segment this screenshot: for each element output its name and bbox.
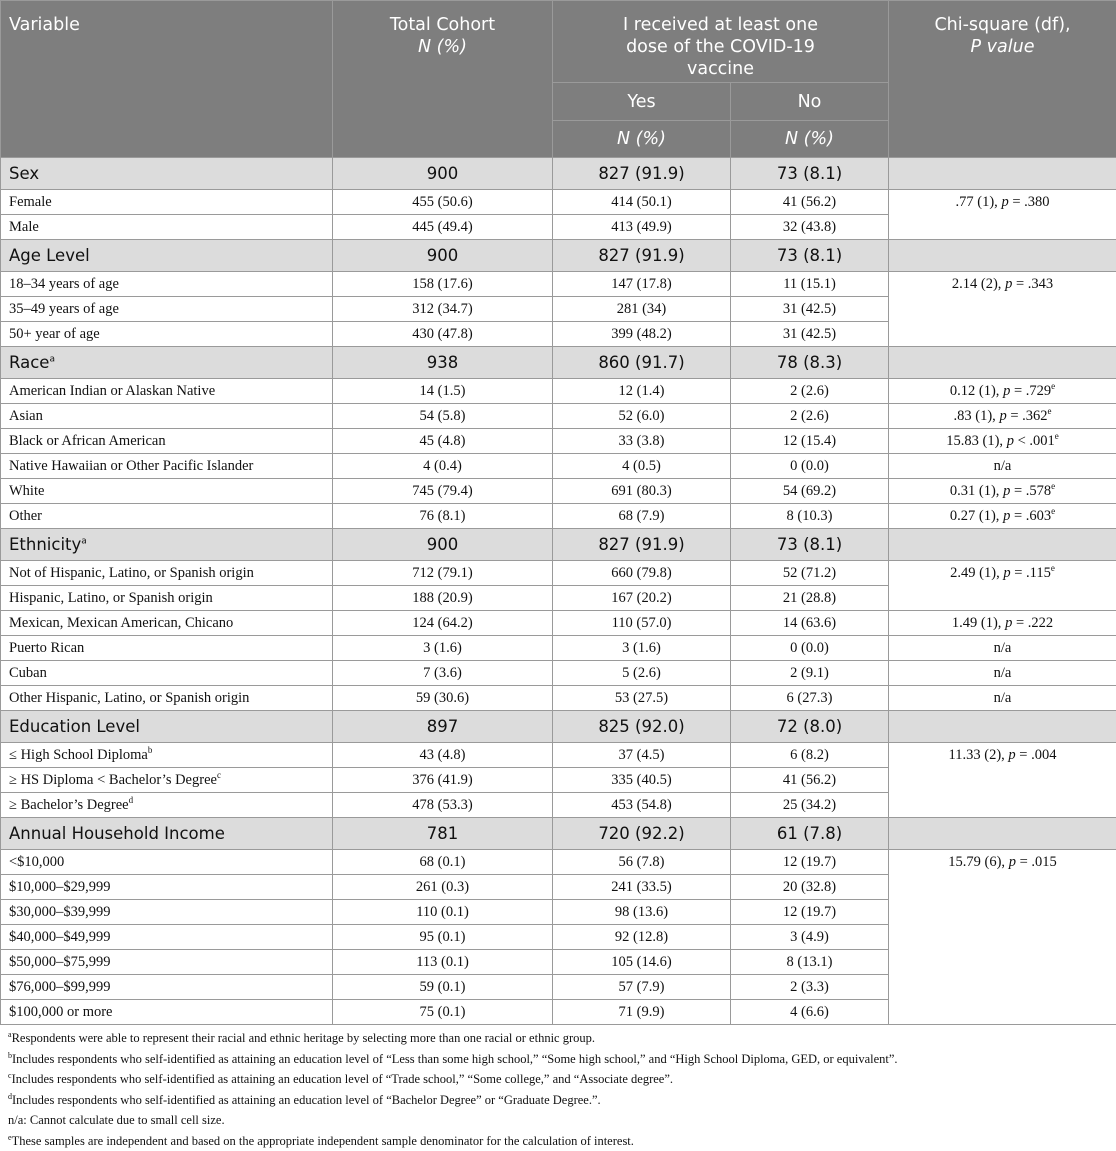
section-label-text: Race [9,353,49,372]
row-label [1,793,333,818]
table-row [1,404,1116,429]
row-label [1,850,333,875]
table-row [1,611,1116,636]
section-label [1,529,333,561]
footnote-mark: e [1051,381,1055,391]
row-label-text: White [9,483,44,499]
section-no: 73 (8.1) [731,529,889,561]
row-label-text: ≥ Bachelor’s Degree [9,797,129,813]
row-no: 2 (9.1) [731,661,889,686]
row-label-text: Other [9,508,42,524]
section-label-text: Education Level [9,717,140,736]
section-stat-empty [889,529,1116,561]
row-no: 12 (15.4) [731,429,889,454]
footnote-mark: d [8,1091,12,1100]
stat-text: 0.31 (1), p = .578 [950,483,1051,499]
row-yes: 57 (7.9) [553,975,731,1000]
row-label [1,297,333,322]
footnote-mark: e [8,1132,12,1141]
row-no: 32 (43.8) [731,215,889,240]
row-yes: 5 (2.6) [553,661,731,686]
row-no: 2 (3.3) [731,975,889,1000]
footnote-mark: a [8,1030,12,1039]
row-stat [889,686,1116,711]
section-no: 72 (8.0) [731,711,889,743]
row-no: 14 (63.6) [731,611,889,636]
row-total: 43 (4.8) [333,743,553,768]
row-no: 2 (2.6) [731,404,889,429]
row-total: 14 (1.5) [333,379,553,404]
stat-text: 0.27 (1), p = .603 [950,508,1051,524]
row-label [1,1000,333,1025]
row-label [1,379,333,404]
header-yes-unit: N (%) [553,121,731,158]
table-row [1,850,1116,875]
row-total: 158 (17.6) [333,272,553,297]
table-body [1,158,1116,1025]
section-label [1,158,333,190]
row-yes: 281 (34) [553,297,731,322]
row-stat [889,379,1116,404]
row-yes: 241 (33.5) [553,875,731,900]
row-label-text: Cuban [9,665,47,681]
row-label [1,900,333,925]
section-yes: 825 (92.0) [553,711,731,743]
row-yes: 413 (49.9) [553,215,731,240]
section-header-row [1,347,1116,379]
row-total: 95 (0.1) [333,925,553,950]
stat-text: 15.79 (6), p = .015 [948,854,1056,870]
row-label-text: American Indian or Alaskan Native [9,383,215,399]
section-no: 73 (8.1) [731,240,889,272]
stat-text: n/a [994,458,1012,474]
row-yes: 3 (1.6) [553,636,731,661]
row-yes: 167 (20.2) [553,586,731,611]
stat-text: 11.33 (2), p = .004 [949,747,1057,763]
footnote-mark: e [1051,563,1055,573]
footnote-text: Includes respondents who self-identified as attaining an education level of “Bachelor Degree” or “Graduate Degree.”. [12,1093,601,1107]
row-label-text: $40,000–$49,999 [9,929,111,945]
row-label-text: Puerto Rican [9,640,84,656]
row-stat [889,404,1116,429]
section-no: 78 (8.3) [731,347,889,379]
section-total: 900 [333,158,553,190]
section-no: 61 (7.8) [731,818,889,850]
section-total: 781 [333,818,553,850]
header-total-cohort: Total Cohort N (%) [333,1,553,158]
row-stat [889,561,1116,611]
stat-text: 1.49 (1), p = .222 [952,615,1053,631]
table-row [1,479,1116,504]
table-row [1,686,1116,711]
row-stat [889,850,1116,1025]
row-label-text: Not of Hispanic, Latino, or Spanish origin [9,565,254,581]
row-yes: 660 (79.8) [553,561,731,586]
section-header-row [1,240,1116,272]
row-label-text: $10,000–$29,999 [9,879,111,895]
section-label-text: Annual Household Income [9,824,225,843]
row-stat [889,272,1116,347]
row-no: 8 (10.3) [731,504,889,529]
row-stat [889,454,1116,479]
row-label [1,611,333,636]
table-row [1,190,1116,215]
section-header-row [1,158,1116,190]
row-label [1,504,333,529]
row-no: 6 (8.2) [731,743,889,768]
section-yes: 720 (92.2) [553,818,731,850]
row-total: 376 (41.9) [333,768,553,793]
section-total: 900 [333,529,553,561]
footnote-mark: c [8,1071,12,1080]
row-label [1,925,333,950]
section-header-row [1,529,1116,561]
section-yes: 827 (91.9) [553,158,731,190]
table-row [1,454,1116,479]
row-yes: 453 (54.8) [553,793,731,818]
row-label-text: 35–49 years of age [9,301,119,317]
table-row [1,272,1116,297]
row-total: 430 (47.8) [333,322,553,347]
row-total: 188 (20.9) [333,586,553,611]
stat-text: 0.12 (1), p = .729 [950,383,1051,399]
row-no: 4 (6.6) [731,1000,889,1025]
row-yes: 147 (17.8) [553,272,731,297]
row-total: 261 (0.3) [333,875,553,900]
row-label-text: <$10,000 [9,854,64,870]
row-no: 25 (34.2) [731,793,889,818]
row-label [1,322,333,347]
row-label [1,950,333,975]
row-label-text: 50+ year of age [9,326,100,342]
footnote-text: These samples are independent and based on the appropriate independent sample denominator for the calculation of interest. [12,1134,634,1148]
row-label [1,768,333,793]
stat-text: 2.14 (2), p = .343 [952,276,1053,292]
section-header-row [1,711,1116,743]
row-no: 0 (0.0) [731,454,889,479]
row-stat [889,190,1116,240]
row-label-text: $76,000–$99,999 [9,979,111,995]
row-total: 445 (49.4) [333,215,553,240]
footnote-mark: b [148,745,153,755]
row-label [1,272,333,297]
table-header [1,1,1116,158]
section-yes: 827 (91.9) [553,529,731,561]
row-total: 3 (1.6) [333,636,553,661]
row-yes: 110 (57.0) [553,611,731,636]
stat-text: .83 (1), p = .362 [954,408,1048,424]
stat-text: 2.49 (1), p = .115 [950,565,1051,581]
footnote [8,1028,1108,1049]
row-label-text: $50,000–$75,999 [9,954,111,970]
footnote-mark: e [1051,506,1055,516]
row-total: 7 (3.6) [333,661,553,686]
stat-text: n/a [994,640,1012,656]
stat-text: 15.83 (1), p < .001 [946,433,1054,449]
row-no: 31 (42.5) [731,322,889,347]
row-label [1,479,333,504]
row-total: 59 (30.6) [333,686,553,711]
row-label-text: ≤ High School Diploma [9,747,148,763]
row-total: 712 (79.1) [333,561,553,586]
footnote-mark: e [1055,431,1059,441]
row-total: 124 (64.2) [333,611,553,636]
row-label [1,190,333,215]
row-yes: 4 (0.5) [553,454,731,479]
table-row [1,504,1116,529]
footnote [8,1131,1108,1151]
row-label-text: Asian [9,408,43,424]
section-label-text: Age Level [9,246,90,265]
row-label-text: Male [9,219,39,235]
row-yes: 71 (9.9) [553,1000,731,1025]
section-stat-empty [889,711,1116,743]
row-total: 113 (0.1) [333,950,553,975]
section-label [1,711,333,743]
section-total: 938 [333,347,553,379]
table-row [1,743,1116,768]
row-yes: 335 (40.5) [553,768,731,793]
row-label [1,875,333,900]
row-total: 312 (34.7) [333,297,553,322]
footnotes [8,1028,1108,1151]
row-stat [889,661,1116,686]
row-label [1,454,333,479]
section-yes: 827 (91.9) [553,240,731,272]
stat-text: .77 (1), p = .380 [956,194,1050,210]
row-yes: 53 (27.5) [553,686,731,711]
row-label [1,404,333,429]
row-no: 8 (13.1) [731,950,889,975]
table-row [1,636,1116,661]
row-total: 75 (0.1) [333,1000,553,1025]
row-no: 21 (28.8) [731,586,889,611]
row-label [1,743,333,768]
row-label-text: Other Hispanic, Latino, or Spanish origin [9,690,249,706]
row-stat [889,479,1116,504]
table-row [1,429,1116,454]
row-label [1,586,333,611]
stat-text: n/a [994,690,1012,706]
footnote [8,1110,1108,1131]
row-yes: 37 (4.5) [553,743,731,768]
row-label [1,636,333,661]
row-label-text: Native Hawaiian or Other Pacific Islander [9,458,253,474]
section-stat-empty [889,158,1116,190]
section-no: 73 (8.1) [731,158,889,190]
section-label-text: Ethnicity [9,535,81,554]
header-no-unit: N (%) [731,121,889,158]
row-total: 54 (5.8) [333,404,553,429]
footnote-mark: e [1051,481,1055,491]
row-stat [889,636,1116,661]
row-total: 76 (8.1) [333,504,553,529]
row-yes: 92 (12.8) [553,925,731,950]
row-label [1,561,333,586]
footnote-text: n/a: Cannot calculate due to small cell size. [8,1113,225,1127]
footnote-mark: a [81,537,87,547]
row-no: 12 (19.7) [731,850,889,875]
row-yes: 33 (3.8) [553,429,731,454]
row-total: 745 (79.4) [333,479,553,504]
row-label-text: 18–34 years of age [9,276,119,292]
section-label [1,818,333,850]
footnote-text: Includes respondents who self-identified as attaining an education level of “Less than some high school,” “Some high school,” and “High School Diploma, GED, or equivalent”. [12,1052,898,1066]
row-stat [889,429,1116,454]
footnote [8,1049,1108,1070]
header-variable: Variable [1,1,333,158]
stat-text: n/a [994,665,1012,681]
footnote [8,1069,1108,1090]
row-yes: 399 (48.2) [553,322,731,347]
header-yes: Yes [553,83,731,121]
footnote-mark: c [217,770,221,780]
row-no: 54 (69.2) [731,479,889,504]
row-yes: 52 (6.0) [553,404,731,429]
row-no: 11 (15.1) [731,272,889,297]
row-label [1,686,333,711]
row-no: 12 (19.7) [731,900,889,925]
section-yes: 860 (91.7) [553,347,731,379]
section-label [1,347,333,379]
row-yes: 105 (14.6) [553,950,731,975]
section-stat-empty [889,818,1116,850]
row-label [1,975,333,1000]
row-label-text: Mexican, Mexican American, Chicano [9,615,233,631]
row-label [1,215,333,240]
row-label-text: Black or African American [9,433,166,449]
row-label-text: $30,000–$39,999 [9,904,111,920]
row-no: 52 (71.2) [731,561,889,586]
section-stat-empty [889,240,1116,272]
row-label-text: ≥ HS Diploma < Bachelor’s Degree [9,772,217,788]
row-total: 45 (4.8) [333,429,553,454]
row-no: 6 (27.3) [731,686,889,711]
row-yes: 691 (80.3) [553,479,731,504]
row-no: 0 (0.0) [731,636,889,661]
row-label [1,661,333,686]
row-label-text: $100,000 or more [9,1004,113,1020]
section-label [1,240,333,272]
header-vaccine-question: I received at least one dose of the COVID-19 vaccine [553,1,889,83]
row-total: 68 (0.1) [333,850,553,875]
footnote-text: Respondents were able to represent their racial and ethnic heritage by selecting more than one racial or ethnic group. [12,1031,595,1045]
row-no: 3 (4.9) [731,925,889,950]
footnote-mark: b [8,1050,12,1059]
table-row [1,661,1116,686]
section-header-row [1,818,1116,850]
row-no: 41 (56.2) [731,190,889,215]
row-yes: 12 (1.4) [553,379,731,404]
section-label-text: Sex [9,164,39,183]
footnote-mark: e [1048,406,1052,416]
row-total: 455 (50.6) [333,190,553,215]
row-yes: 414 (50.1) [553,190,731,215]
row-total: 4 (0.4) [333,454,553,479]
footnote-mark: a [49,355,55,365]
footnote-mark: d [129,795,134,805]
row-total: 110 (0.1) [333,900,553,925]
row-no: 41 (56.2) [731,768,889,793]
row-label [1,429,333,454]
row-total: 478 (53.3) [333,793,553,818]
row-yes: 56 (7.8) [553,850,731,875]
header-chi-square: Chi-square (df), P value [889,1,1116,158]
row-total: 59 (0.1) [333,975,553,1000]
row-stat [889,504,1116,529]
row-yes: 68 (7.9) [553,504,731,529]
row-no: 31 (42.5) [731,297,889,322]
row-stat [889,743,1116,818]
table-row [1,561,1116,586]
row-no: 20 (32.8) [731,875,889,900]
section-total: 900 [333,240,553,272]
table-row [1,379,1116,404]
row-no: 2 (2.6) [731,379,889,404]
footnote [8,1090,1108,1111]
header-no: No [731,83,889,121]
section-stat-empty [889,347,1116,379]
footnote-text: Includes respondents who self-identified as attaining an education level of “Trade school,” “Some college,” and “Associate degree”. [12,1072,673,1086]
row-stat [889,611,1116,636]
row-yes: 98 (13.6) [553,900,731,925]
section-total: 897 [333,711,553,743]
row-label-text: Hispanic, Latino, or Spanish origin [9,590,213,606]
row-label-text: Female [9,194,52,210]
